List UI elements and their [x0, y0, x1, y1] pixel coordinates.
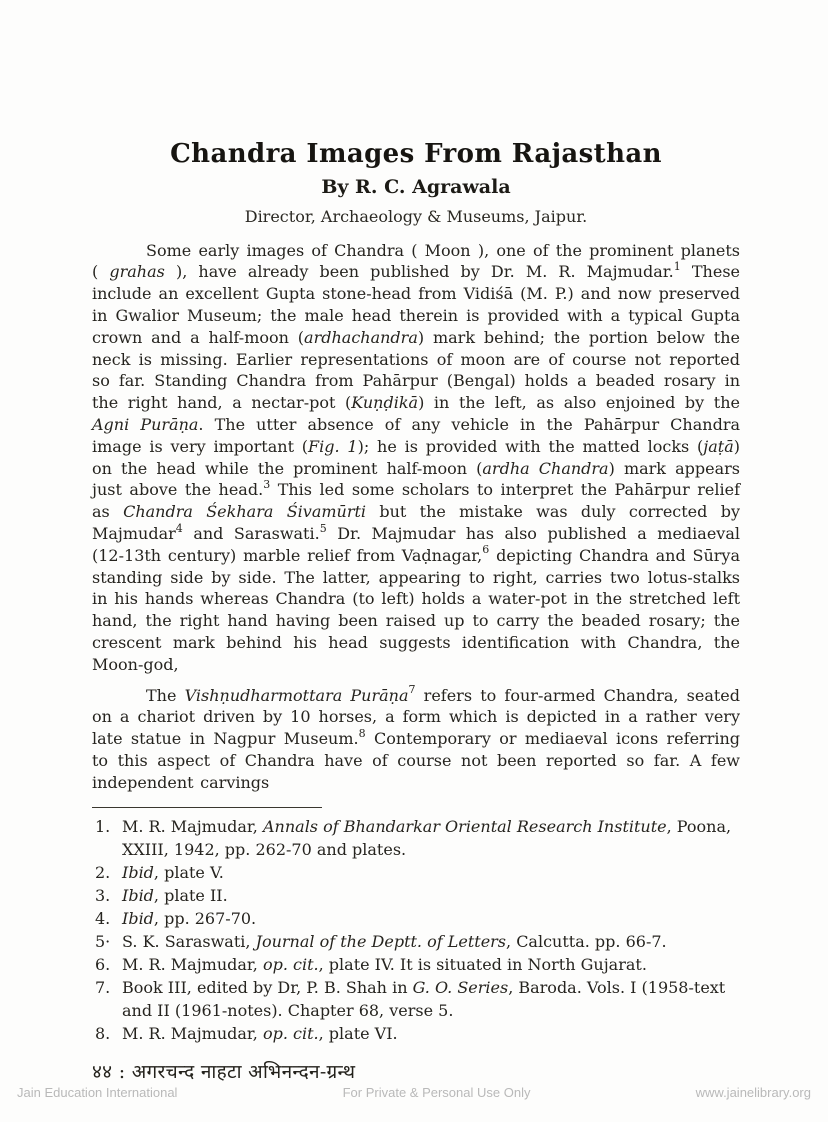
footnote-text: Ibid, pp. 267-70.: [122, 908, 257, 928]
footnote-item: [92, 815, 740, 861]
affiliation: Director, Archaeology & Museums, Jaipur.: [244, 206, 588, 226]
footnote-divider: [92, 807, 322, 808]
footer-center-text: For Private & Personal Use Only: [342, 1085, 531, 1100]
body-paragraph-2: The Vishṇudharmottara Purāṇa$^7$ refers to four-armed Chandra, seated on a chariot driven by 10 horses, a form which is depicted in a rather very late statue in Nagpur Museum.$^8$ Contemporary or mediaeval icons referring to this aspect of Chandra have of course not been reported so far. A few independent carvings: [92, 683, 741, 792]
footnote-marker: 4.: [95, 908, 111, 928]
article-title: Chandra Images From Rajasthan: [170, 139, 662, 169]
footnote-text: M. R. Majmudar, op. cit., plate IV. It is situated in North Gujarat.: [122, 954, 647, 974]
footnote-text: S. K. Saraswati, Journal of the Deptt. of Letters, Calcutta. pp. 66-7.: [122, 931, 667, 951]
footnote-item: [92, 861, 740, 884]
footnote-marker: 7.: [95, 977, 111, 997]
footnote-marker: 1.: [95, 816, 111, 836]
footnote-item: [92, 1022, 740, 1045]
footnote-marker: 5·: [95, 931, 111, 951]
footnote-text: Ibid, plate II.: [122, 885, 228, 905]
footnote-text: M. R. Majmudar, Annals of Bhandarkar Oriental Research Institute, Poona, XXIII, 1942, pp. 262-70 and plates.: [122, 816, 732, 859]
footnotes-list: [92, 815, 740, 1045]
body-paragraph-1: Some early images of Chandra ( Moon ), one of the prominent planets ( grahas ), have already been published by Dr. M. R. Majmudar.$^1$ These include an excellent Gupta stone-head from Vidiśā (M. P.) and now preserved in Gwalior Museum; the male head therein is provided with a typical Gupta crown and a half-moon (ardhachandra) mark behind; the portion below the neck is missing. Earlier representations of moon are of course not reported so far. Standing Chandra from Pahārpur (Bengal) holds a beaded rosary in the right hand, a nectar-pot (Kuṇḍikā) in the left, as also enjoined by the Agni Purāṇa. The utter absence of any vehicle in the Pahārpur Chandra image is very important (Fig. 1); he is provided with the matted locks (jaṭā) on the head while the prominent half-moon (ardha Chandra) mark appears just above the head.$^3$ This led some scholars to interpret the Pahārpur relief as Chandra Śekhara Śivamūrti but the mistake was duly corrected by Majmudar$^4$ and Saraswati.$^5$ Dr. Majmudar has also published a mediaeval (12-13th century) marble relief from Vaḍnagar,$^6$ depicting Chandra and Sūrya standing side by side. The latter, appearing to right, carries two lotus-stalks in his hands whereas Chandra (to left) holds a water-pot in the stretched left hand, the right hand having been raised up to carry the beaded rosary; the crescent mark behind his head suggests identification with Chandra, the Moon-god,: [92, 240, 741, 674]
scan-footer: [0, 1085, 828, 1100]
footnote-item: [92, 930, 740, 953]
footer-left-text: Jain Education International: [17, 1085, 178, 1100]
article-content: [92, 140, 740, 1084]
footnote-item: [92, 953, 740, 976]
byline: By R. C. Agrawala: [321, 175, 511, 198]
footnote-item: [92, 976, 740, 1022]
footnote-marker: 8.: [95, 1023, 111, 1043]
footer-right-text: www.jainelibrary.org: [695, 1085, 811, 1100]
footnote-marker: 3.: [95, 885, 111, 905]
footnote-marker: 6.: [95, 954, 111, 974]
footnote-item: [92, 907, 740, 930]
footnote-marker: 2.: [95, 862, 111, 882]
footnote-text: Book III, edited by Dr, P. B. Shah in G. O. Series, Baroda. Vols. I (1958-text and II (1961-notes). Chapter 68, verse 5.: [122, 977, 726, 1020]
footnote-item: [92, 884, 740, 907]
footnote-text: M. R. Majmudar, op. cit., plate VI.: [122, 1023, 398, 1043]
footnote-text: Ibid, plate V.: [122, 862, 224, 882]
imprint-line: ४४ : अगरचन्द नाहटा अभिनन्दन-ग्रन्थ: [92, 1060, 356, 1083]
